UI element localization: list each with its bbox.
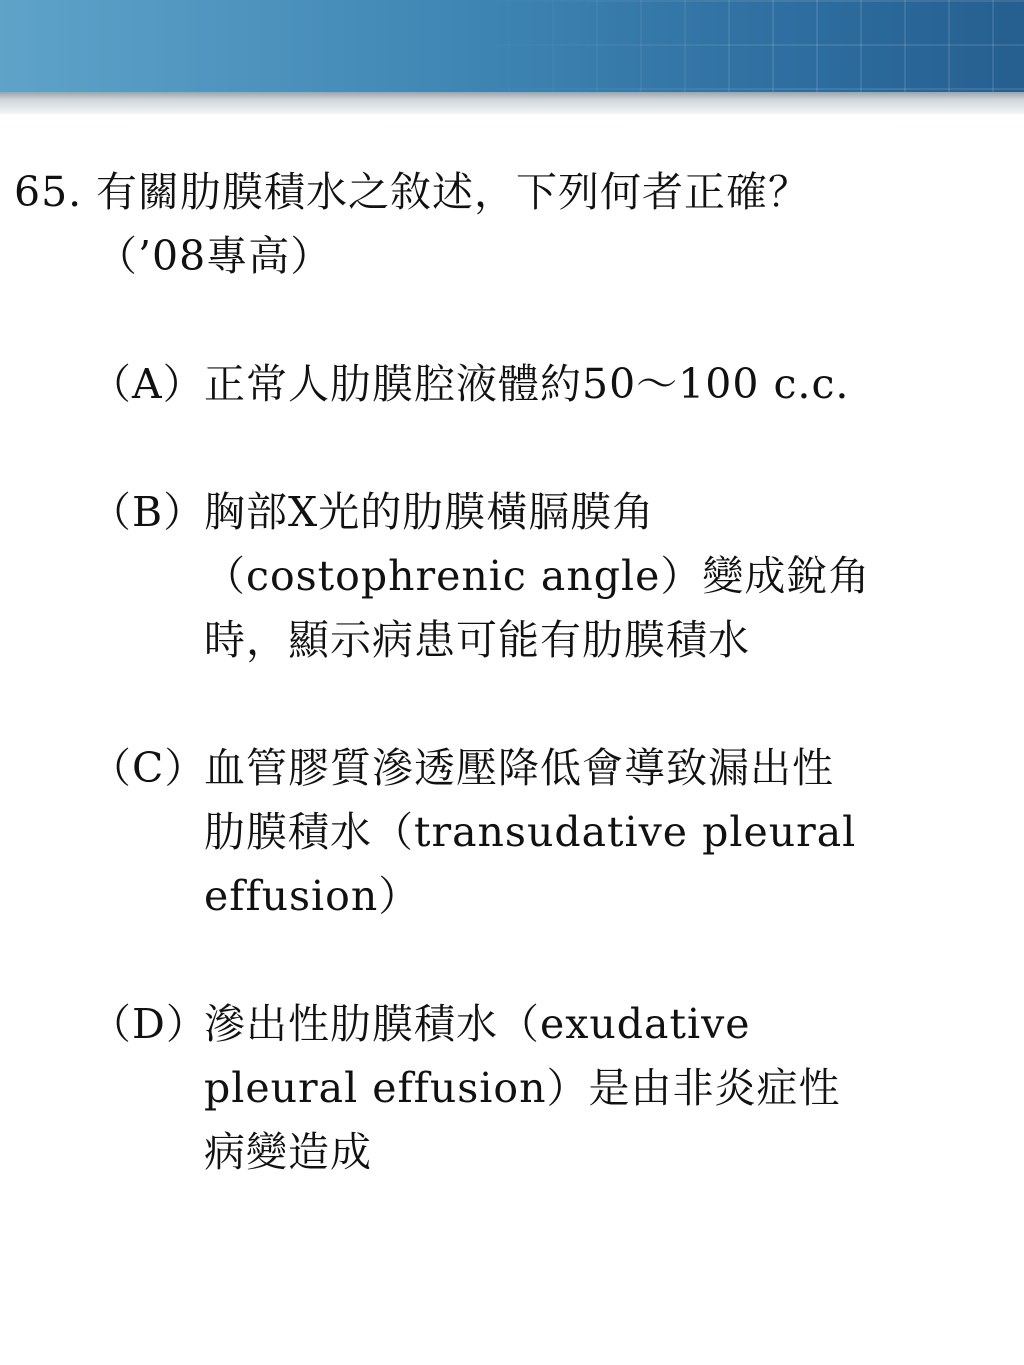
option-d-text-line-3: 病變造成 (204, 1128, 372, 1176)
option-c-text-line-2: 肋膜積水（transudative pleural (204, 808, 857, 856)
option-c-label: （C） (90, 744, 207, 792)
option-a-text-line-1: 正常人肋膜腔液體約50～100 c.c. (204, 360, 850, 408)
option-d-text-line-1: 滲出性肋膜積水（exudative (204, 1000, 751, 1048)
option-d-text-line-2: pleural effusion）是由非炎症性 (204, 1064, 841, 1112)
option-c-text-line-3: effusion） (204, 872, 421, 920)
option-d-label: （D） (90, 1000, 208, 1048)
option-a-label: （A） (90, 360, 205, 408)
question-text: 有關肋膜積水之敘述，下列何者正確？ (96, 168, 810, 216)
question-number: 65. (14, 168, 83, 216)
option-b-text-line-1: 胸部X光的肋膜橫膈膜角 (204, 488, 655, 536)
option-b-label: （B） (90, 488, 206, 536)
question-source: （’08專高） (96, 232, 333, 280)
option-c-text-line-1: 血管膠質滲透壓降低會導致漏出性 (204, 744, 834, 792)
option-b-text-line-2: （costophrenic angle）變成銳角 (204, 552, 871, 600)
option-b-text-line-3: 時，顯示病患可能有肋膜積水 (204, 616, 750, 664)
